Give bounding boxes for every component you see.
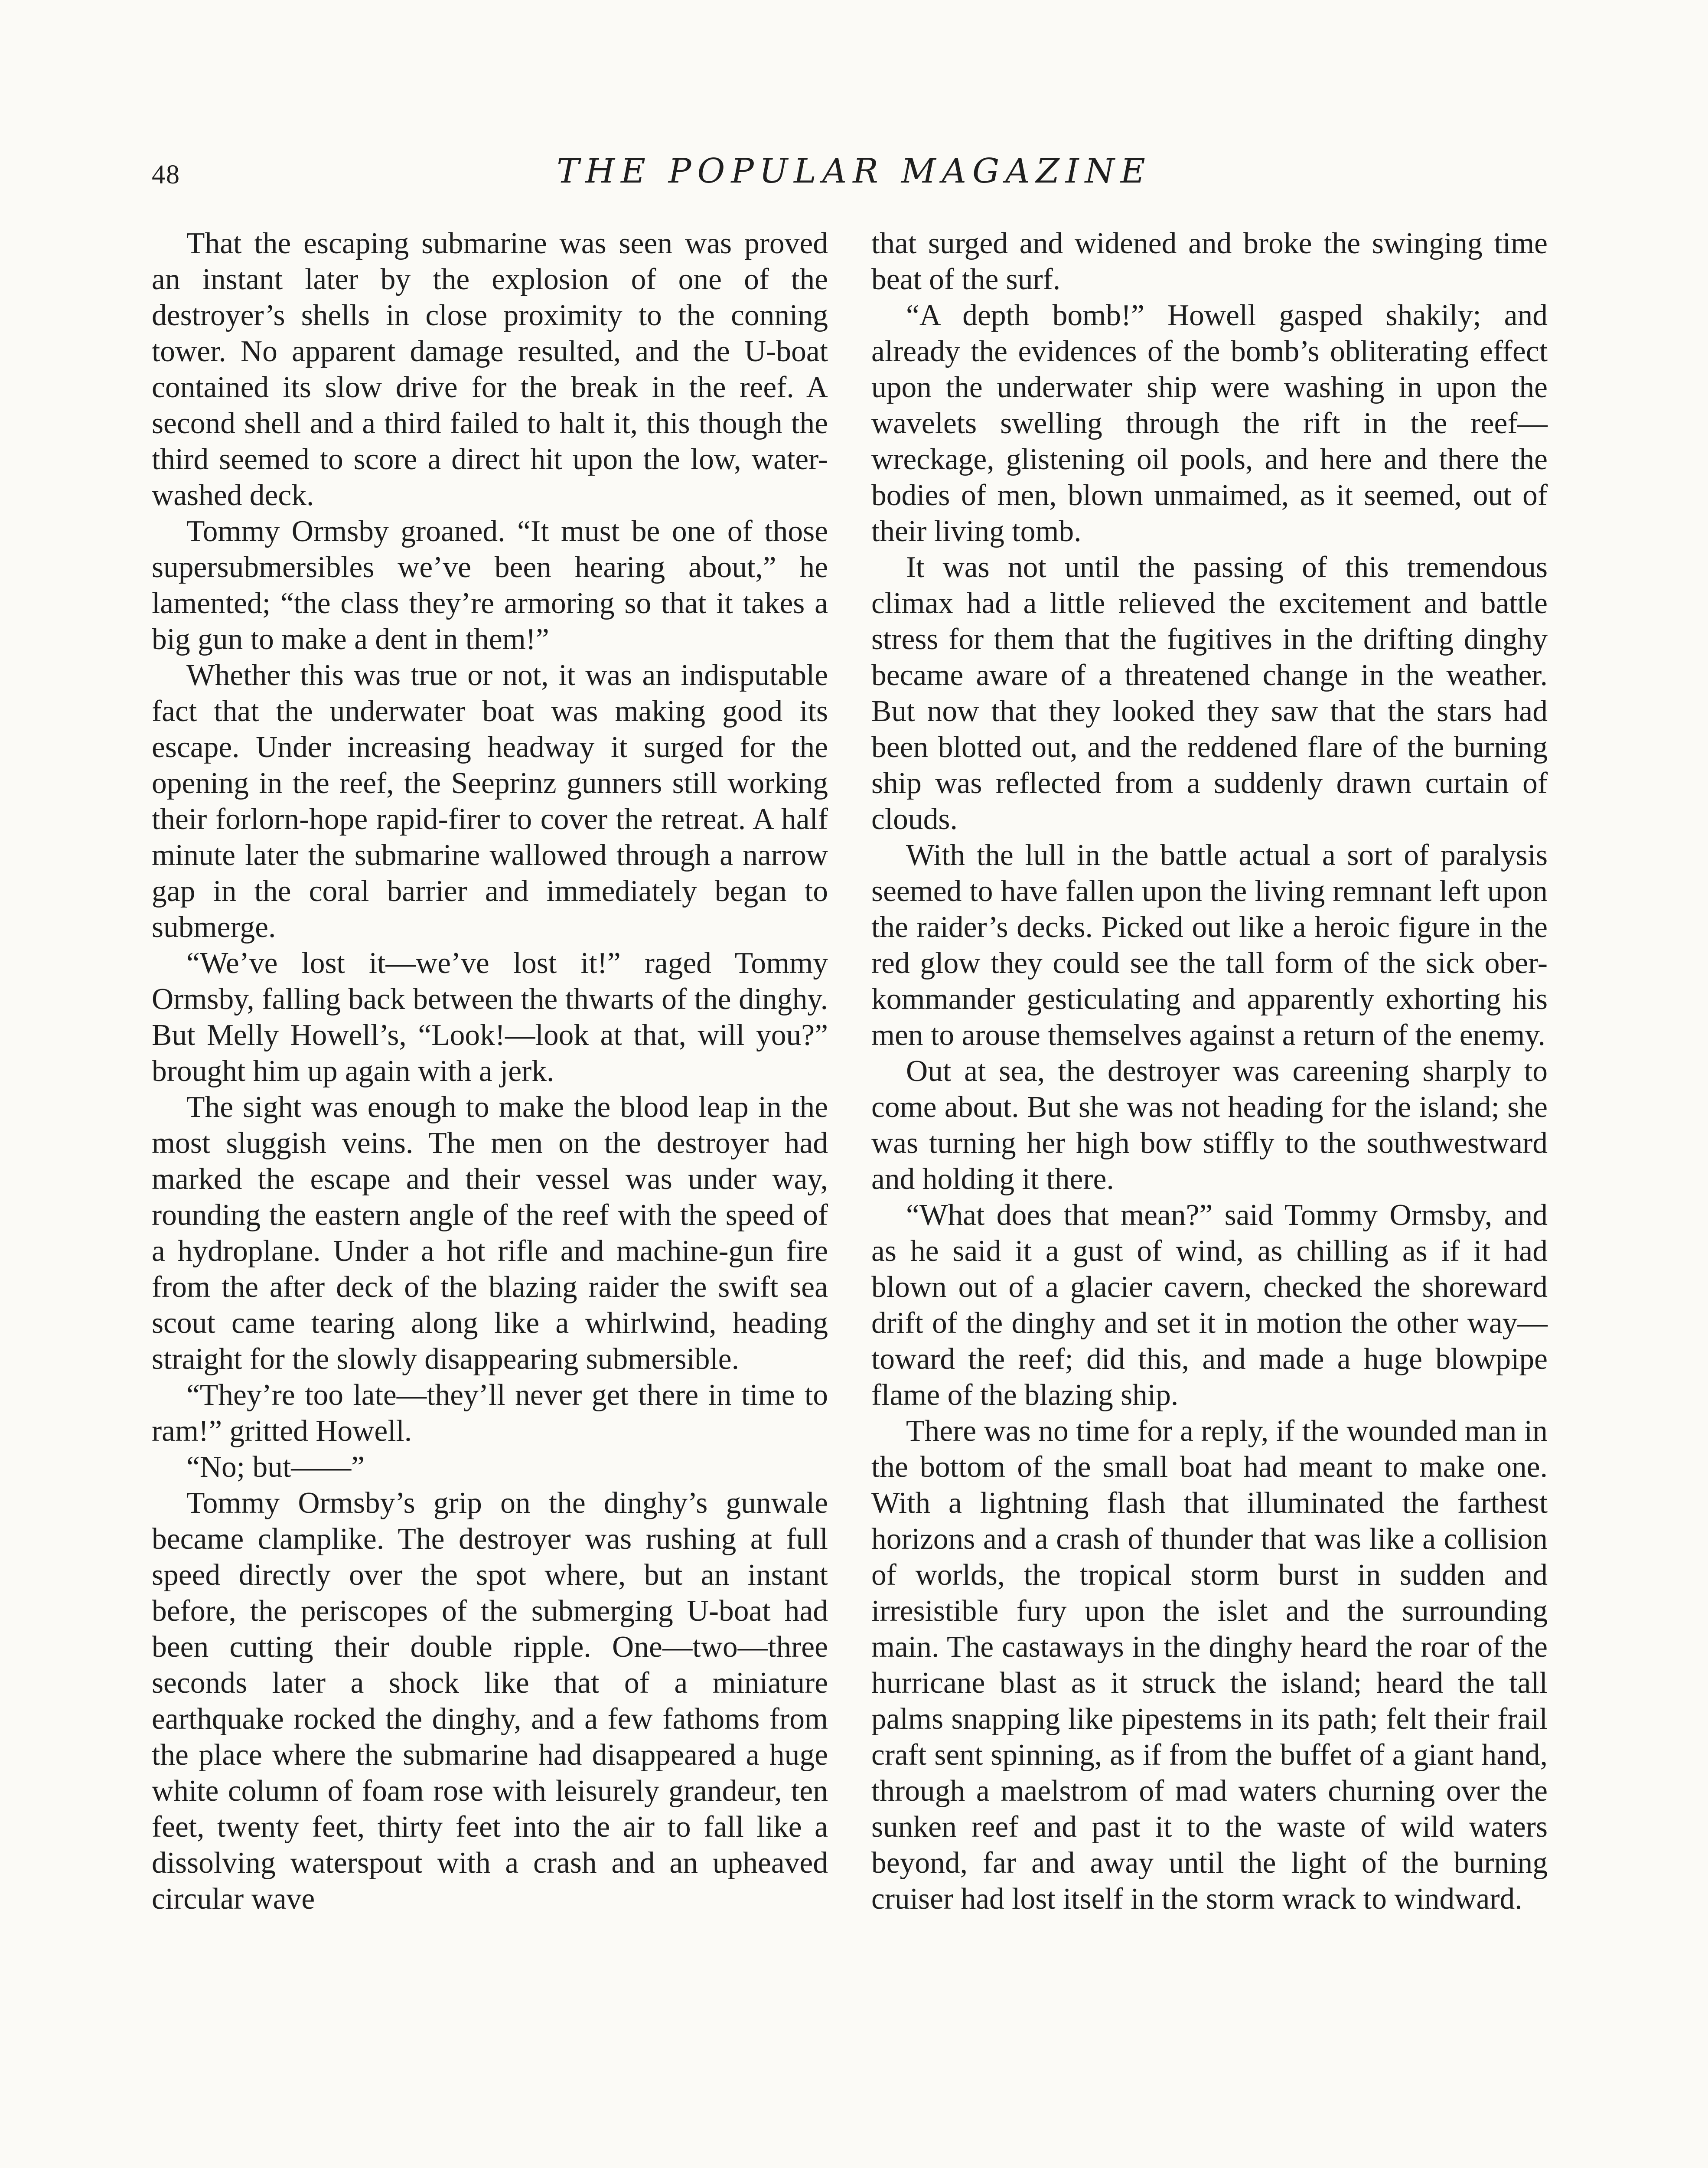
- paragraph: It was not until the passing of this tremendous climax had a little relieved the excitement and battle stress for them that the fugitives in the drifting dinghy became aware of a threatened change in the weather. But now that they looked they saw that the stars had been blotted out, and the reddened flare of the burning ship was reflected from a suddenly drawn curtain of clouds.: [871, 551, 1548, 836]
- paragraph: “A depth bomb!” Howell gasped shakily; and already the evidences of the bomb’s obliterating effect upon the underwater ship were washing in upon the wavelets swelling through the rift in the reef—wreckage, glistening oil pools, and here and there the bodies of men, blown unmaimed, as it seemed, out of their living tomb.: [871, 299, 1548, 548]
- paragraph: that surged and widened and broke the swinging time beat of the surf.: [871, 227, 1548, 296]
- paragraph: Tommy Ormsby groaned. “It must be one of those supersubmersibles we’ve been hearing about,” he lamented; “the class they’re armoring so that it takes a big gun to make a dent in them!”: [152, 515, 828, 656]
- paragraph: “We’ve lost it—we’ve lost it!” raged Tommy Ormsby, falling back between the thwarts of the dinghy. But Melly Howell’s, “Look!—look at that, will you?” brought him up again with a jerk.: [152, 947, 828, 1088]
- paragraph: Whether this was true or not, it was an indisputable fact that the underwater boat was making good its escape. Under increasing headway it surged for the opening in the reef, the Seeprinz gunners still working their forlorn-hope rapid-firer to cover the retreat. A half minute later the submarine wallowed through a narrow gap in the coral barrier and immediately began to submerge.: [152, 659, 828, 944]
- right-column: [871, 225, 1548, 1917]
- paragraph: “What does that mean?” said Tommy Ormsby, and as he said it a gust of wind, as chilling as if it had blown out of a glacier cavern, checked the shoreward drift of the dinghy and set it in motion the other way—toward the reef; did this, and made a huge blowpipe flame of the blazing ship.: [871, 1198, 1548, 1412]
- paragraph: That the escaping submarine was seen was proved an instant later by the explosion of one of the destroyer’s shells in close proximity to the conning tower. No apparent damage resulted, and the U-boat contained its slow drive for the break in the reef. A second shell and a third failed to halt it, this though the third seemed to score a direct hit upon the low, water-washed deck.: [152, 227, 828, 512]
- page-number: 48: [152, 160, 180, 189]
- paragraph: The sight was enough to make the blood leap in the most sluggish veins. The men on the destroyer had marked the escape and their vessel was under way, rounding the eastern angle of the reef with the speed of a hydroplane. Under a hot rifle and machine-gun fire from the after deck of the blazing raider the swift sea scout came tearing along like a whirlwind, heading straight for the slowly disappearing submersible.: [152, 1091, 828, 1376]
- paragraph: Tommy Ormsby’s grip on the dinghy’s gunwale became clamplike. The destroyer was rushing at full speed directly over the spot where, but an instant before, the periscopes of the submerging U-boat had been cutting their double ripple. One—two—three seconds later a shock like that of a miniature earthquake rocked the dinghy, and a few fathoms from the place where the submarine had disappeared a huge white column of foam rose with leisurely grandeur, ten feet, twenty feet, thirty feet into the air to fall like a dissolving waterspout with a crash and an upheaved circular wave: [152, 1486, 828, 1916]
- paragraph: With the lull in the battle actual a sort of paralysis seemed to have fallen upon the living remnant left upon the raider’s decks. Picked out like a heroic figure in the red glow they could see the tall form of the sick ober-kommander gesticulating and apparently exhorting his men to arouse themselves against a return of the enemy.: [871, 839, 1548, 1052]
- paragraph: “No; but——”: [186, 1450, 365, 1484]
- running-head: [152, 152, 1556, 208]
- paragraph: “They’re too late—they’ll never get there in time to ram!” gritted Howell.: [152, 1378, 828, 1448]
- paragraph: There was no time for a reply, if the wounded man in the bottom of the small boat had meant to make one. With a lightning flash that illuminated the farthest horizons and a crash of thunder that was like a collision of worlds, the tropical storm burst in sudden and irresistible fury upon the islet and the surrounding main. The castaways in the dinghy heard the roar of the hurricane blast as it struck the island; heard the tall palms snapping like pipestems in its path; felt their frail craft sent spinning, as if from the buffet of a giant hand, through a maelstrom of mad waters churning over the sunken reef and past it to the waste of wild waters beyond, far and away until the light of the burning cruiser had lost itself in the storm wrack to windward.: [871, 1414, 1548, 1916]
- paragraph: Out at sea, the destroyer was careening sharply to come about. But she was not heading for the island; she was turning her high bow stiffly to the southwestward and holding it there.: [871, 1055, 1548, 1196]
- left-column: [152, 225, 828, 1917]
- magazine-title: THE POPULAR MAGAZINE: [557, 152, 1151, 191]
